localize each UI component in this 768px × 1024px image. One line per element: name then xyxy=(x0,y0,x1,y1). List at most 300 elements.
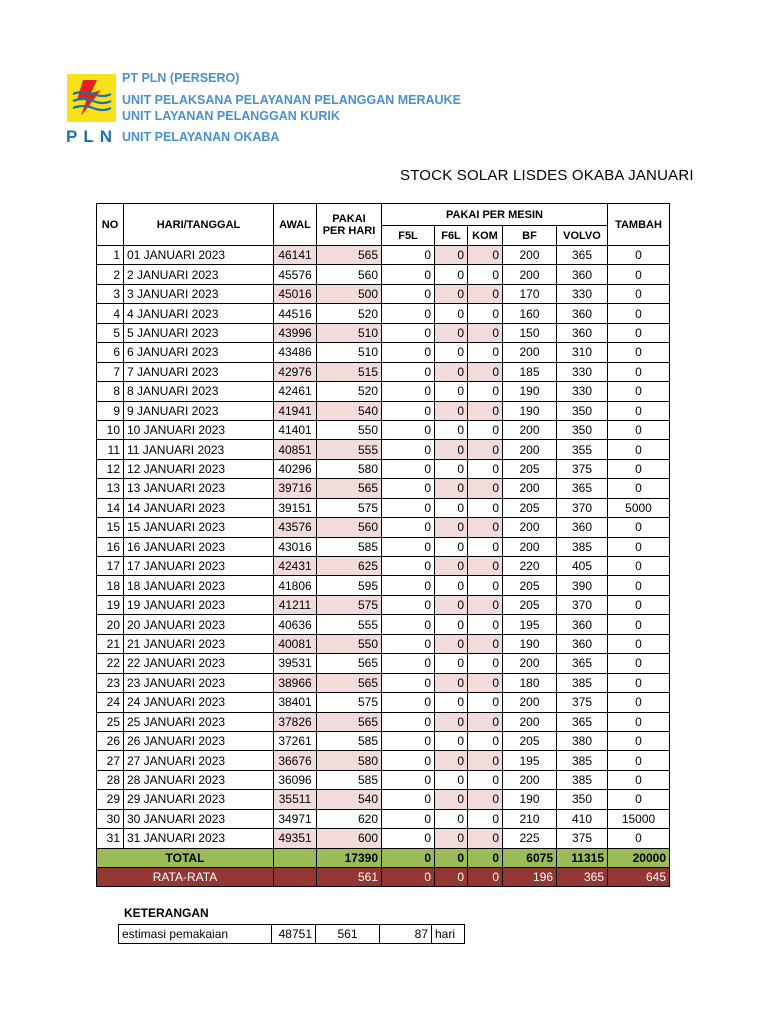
average-row xyxy=(97,868,670,887)
cell-kom: 0 xyxy=(468,634,503,653)
pln-logo xyxy=(67,74,116,122)
cell-awal: 39716 xyxy=(274,479,317,498)
cell-tambah: 0 xyxy=(608,712,670,731)
cell-bf: 200 xyxy=(503,693,557,712)
cell-date: 21 JANUARI 2023 xyxy=(124,634,274,653)
cell-no: 23 xyxy=(97,673,124,692)
cell-awal: 40296 xyxy=(274,459,317,478)
cell-volvo: 360 xyxy=(557,323,608,342)
cell-no: 28 xyxy=(97,770,124,789)
cell-date: 24 JANUARI 2023 xyxy=(124,693,274,712)
cell-bf: 225 xyxy=(503,829,557,848)
cell-volvo: 360 xyxy=(557,265,608,284)
cell-tambah: 0 xyxy=(608,731,670,750)
cell-f5l: 0 xyxy=(382,615,435,634)
cell-pakai: 580 xyxy=(317,459,382,478)
cell-f6l: 0 xyxy=(435,343,468,362)
cell-f6l: 0 xyxy=(435,829,468,848)
cell-date: 16 JANUARI 2023 xyxy=(124,537,274,556)
cell-tambah: 0 xyxy=(608,673,670,692)
estimate-unit: hari xyxy=(432,925,465,944)
cell-f6l: 0 xyxy=(435,401,468,420)
cell-kom: 0 xyxy=(468,615,503,634)
cell-no: 16 xyxy=(97,537,124,556)
cell-awal: 41401 xyxy=(274,420,317,439)
cell-date: 17 JANUARI 2023 xyxy=(124,557,274,576)
cell-f6l: 0 xyxy=(435,615,468,634)
table-row xyxy=(97,634,670,653)
cell-date: 29 JANUARI 2023 xyxy=(124,790,274,809)
cell-pakai: 550 xyxy=(317,634,382,653)
cell-pakai: 540 xyxy=(317,401,382,420)
cell-f5l: 0 xyxy=(382,323,435,342)
total-row xyxy=(97,848,670,867)
cell-pakai: 540 xyxy=(317,790,382,809)
cell-volvo: 370 xyxy=(557,595,608,614)
page-title: STOCK SOLAR LISDES OKABA JANUARI xyxy=(400,167,694,184)
average-f6l: 0 xyxy=(435,868,468,887)
cell-date: 12 JANUARI 2023 xyxy=(124,459,274,478)
cell-f5l: 0 xyxy=(382,673,435,692)
cell-no: 13 xyxy=(97,479,124,498)
cell-f6l: 0 xyxy=(435,751,468,770)
unit-line-2: UNIT LAYANAN PELANGGAN KURIK xyxy=(122,109,340,123)
unit-line-1: UNIT PELAKSANA PELAYANAN PELANGGAN MERAUKE xyxy=(122,93,461,107)
cell-pakai: 580 xyxy=(317,751,382,770)
estimate-table xyxy=(118,924,465,944)
cell-tambah: 0 xyxy=(608,401,670,420)
cell-kom: 0 xyxy=(468,654,503,673)
cell-no: 6 xyxy=(97,343,124,362)
cell-volvo: 375 xyxy=(557,459,608,478)
cell-tambah: 0 xyxy=(608,265,670,284)
estimate-label: estimasi pemakaian xyxy=(119,925,272,944)
cell-pakai: 575 xyxy=(317,693,382,712)
cell-volvo: 385 xyxy=(557,673,608,692)
cell-tambah: 0 xyxy=(608,576,670,595)
cell-pakai: 510 xyxy=(317,323,382,342)
cell-f5l: 0 xyxy=(382,382,435,401)
table-row xyxy=(97,420,670,439)
cell-volvo: 350 xyxy=(557,790,608,809)
cell-pakai: 625 xyxy=(317,557,382,576)
cell-f6l: 0 xyxy=(435,323,468,342)
cell-f6l: 0 xyxy=(435,693,468,712)
cell-tambah: 0 xyxy=(608,595,670,614)
cell-kom: 0 xyxy=(468,557,503,576)
cell-kom: 0 xyxy=(468,459,503,478)
cell-bf: 190 xyxy=(503,382,557,401)
col-date: HARI/TANGGAL xyxy=(124,204,274,246)
cell-awal: 46141 xyxy=(274,246,317,265)
cell-tambah: 0 xyxy=(608,362,670,381)
cell-bf: 200 xyxy=(503,440,557,459)
cell-f5l: 0 xyxy=(382,518,435,537)
cell-date: 4 JANUARI 2023 xyxy=(124,304,274,323)
table-row xyxy=(97,673,670,692)
table-row xyxy=(97,829,670,848)
cell-date: 10 JANUARI 2023 xyxy=(124,420,274,439)
cell-kom: 0 xyxy=(468,420,503,439)
cell-kom: 0 xyxy=(468,304,503,323)
cell-bf: 190 xyxy=(503,790,557,809)
cell-volvo: 350 xyxy=(557,401,608,420)
col-tambah: TAMBAH xyxy=(608,204,670,246)
company-name: PT PLN (PERSERO) xyxy=(122,71,240,85)
cell-date: 9 JANUARI 2023 xyxy=(124,401,274,420)
cell-awal: 43016 xyxy=(274,537,317,556)
cell-kom: 0 xyxy=(468,362,503,381)
cell-f6l: 0 xyxy=(435,576,468,595)
cell-awal: 49351 xyxy=(274,829,317,848)
cell-f5l: 0 xyxy=(382,595,435,614)
col-pakai-hari: PAKAI PER HARI xyxy=(317,204,382,246)
cell-no: 27 xyxy=(97,751,124,770)
average-label: RATA-RATA xyxy=(97,868,274,887)
cell-volvo: 365 xyxy=(557,246,608,265)
table-row xyxy=(97,246,670,265)
cell-date: 22 JANUARI 2023 xyxy=(124,654,274,673)
cell-kom: 0 xyxy=(468,440,503,459)
cell-f5l: 0 xyxy=(382,809,435,828)
cell-kom: 0 xyxy=(468,712,503,731)
cell-volvo: 375 xyxy=(557,829,608,848)
cell-awal: 39531 xyxy=(274,654,317,673)
cell-f5l: 0 xyxy=(382,459,435,478)
cell-f6l: 0 xyxy=(435,246,468,265)
cell-tambah: 0 xyxy=(608,693,670,712)
cell-no: 12 xyxy=(97,459,124,478)
cell-no: 2 xyxy=(97,265,124,284)
cell-f6l: 0 xyxy=(435,382,468,401)
cell-volvo: 385 xyxy=(557,751,608,770)
cell-date: 27 JANUARI 2023 xyxy=(124,751,274,770)
cell-f5l: 0 xyxy=(382,770,435,789)
cell-bf: 205 xyxy=(503,498,557,517)
cell-f5l: 0 xyxy=(382,440,435,459)
table-row xyxy=(97,498,670,517)
cell-kom: 0 xyxy=(468,401,503,420)
cell-f6l: 0 xyxy=(435,537,468,556)
cell-f5l: 0 xyxy=(382,712,435,731)
cell-tambah: 0 xyxy=(608,518,670,537)
average-pakai: 561 xyxy=(317,868,382,887)
table-row xyxy=(97,770,670,789)
table-row xyxy=(97,557,670,576)
cell-kom: 0 xyxy=(468,537,503,556)
table-row xyxy=(97,343,670,362)
table-row xyxy=(97,518,670,537)
cell-kom: 0 xyxy=(468,343,503,362)
cell-kom: 0 xyxy=(468,498,503,517)
cell-f5l: 0 xyxy=(382,693,435,712)
cell-tambah: 0 xyxy=(608,770,670,789)
cell-pakai: 550 xyxy=(317,420,382,439)
cell-tambah: 0 xyxy=(608,284,670,303)
cell-awal: 36096 xyxy=(274,770,317,789)
cell-no: 19 xyxy=(97,595,124,614)
cell-bf: 200 xyxy=(503,420,557,439)
cell-f6l: 0 xyxy=(435,284,468,303)
cell-no: 20 xyxy=(97,615,124,634)
cell-no: 25 xyxy=(97,712,124,731)
cell-bf: 205 xyxy=(503,459,557,478)
cell-bf: 200 xyxy=(503,479,557,498)
col-awal: AWAL xyxy=(274,204,317,246)
cell-awal: 43996 xyxy=(274,323,317,342)
cell-date: 19 JANUARI 2023 xyxy=(124,595,274,614)
cell-f6l: 0 xyxy=(435,479,468,498)
cell-tambah: 0 xyxy=(608,537,670,556)
cell-bf: 200 xyxy=(503,265,557,284)
table-row xyxy=(97,440,670,459)
cell-date: 26 JANUARI 2023 xyxy=(124,731,274,750)
cell-date: 15 JANUARI 2023 xyxy=(124,518,274,537)
cell-kom: 0 xyxy=(468,265,503,284)
cell-tambah: 0 xyxy=(608,343,670,362)
cell-no: 9 xyxy=(97,401,124,420)
cell-volvo: 360 xyxy=(557,518,608,537)
cell-pakai: 510 xyxy=(317,343,382,362)
cell-volvo: 380 xyxy=(557,731,608,750)
cell-bf: 190 xyxy=(503,634,557,653)
cell-volvo: 405 xyxy=(557,557,608,576)
table-row xyxy=(97,595,670,614)
cell-no: 3 xyxy=(97,284,124,303)
cell-f5l: 0 xyxy=(382,246,435,265)
cell-date: 5 JANUARI 2023 xyxy=(124,323,274,342)
cell-no: 29 xyxy=(97,790,124,809)
cell-tambah: 0 xyxy=(608,382,670,401)
col-kom: KOM xyxy=(468,226,503,246)
cell-kom: 0 xyxy=(468,284,503,303)
cell-no: 26 xyxy=(97,731,124,750)
cell-f5l: 0 xyxy=(382,401,435,420)
cell-kom: 0 xyxy=(468,246,503,265)
cell-no: 21 xyxy=(97,634,124,653)
cell-bf: 195 xyxy=(503,751,557,770)
cell-volvo: 330 xyxy=(557,284,608,303)
cell-no: 8 xyxy=(97,382,124,401)
total-f6l: 0 xyxy=(435,848,468,867)
cell-volvo: 310 xyxy=(557,343,608,362)
cell-date: 18 JANUARI 2023 xyxy=(124,576,274,595)
table-row xyxy=(97,479,670,498)
cell-awal: 37826 xyxy=(274,712,317,731)
cell-f5l: 0 xyxy=(382,343,435,362)
cell-f5l: 0 xyxy=(382,790,435,809)
table-row xyxy=(97,304,670,323)
cell-f6l: 0 xyxy=(435,518,468,537)
cell-volvo: 360 xyxy=(557,634,608,653)
table-row xyxy=(97,459,670,478)
cell-tambah: 0 xyxy=(608,246,670,265)
cell-pakai: 515 xyxy=(317,362,382,381)
table-row xyxy=(97,382,670,401)
table-row xyxy=(97,790,670,809)
cell-no: 5 xyxy=(97,323,124,342)
cell-awal: 39151 xyxy=(274,498,317,517)
cell-pakai: 575 xyxy=(317,498,382,517)
cell-pakai: 520 xyxy=(317,382,382,401)
cell-f6l: 0 xyxy=(435,790,468,809)
cell-bf: 190 xyxy=(503,401,557,420)
cell-f6l: 0 xyxy=(435,712,468,731)
cell-volvo: 385 xyxy=(557,537,608,556)
cell-date: 13 JANUARI 2023 xyxy=(124,479,274,498)
cell-pakai: 555 xyxy=(317,440,382,459)
cell-pakai: 600 xyxy=(317,829,382,848)
cell-f6l: 0 xyxy=(435,595,468,614)
cell-volvo: 365 xyxy=(557,712,608,731)
table-row xyxy=(97,654,670,673)
cell-f6l: 0 xyxy=(435,498,468,517)
cell-tambah: 0 xyxy=(608,829,670,848)
col-pakai-mesin: PAKAI PER MESIN xyxy=(382,204,608,226)
total-label: TOTAL xyxy=(97,848,274,867)
cell-date: 23 JANUARI 2023 xyxy=(124,673,274,692)
cell-tambah: 15000 xyxy=(608,809,670,828)
cell-pakai: 565 xyxy=(317,479,382,498)
cell-volvo: 330 xyxy=(557,362,608,381)
cell-no: 1 xyxy=(97,246,124,265)
cell-awal: 40851 xyxy=(274,440,317,459)
cell-bf: 200 xyxy=(503,518,557,537)
cell-bf: 200 xyxy=(503,654,557,673)
cell-date: 7 JANUARI 2023 xyxy=(124,362,274,381)
cell-awal: 40081 xyxy=(274,634,317,653)
cell-pakai: 585 xyxy=(317,537,382,556)
cell-pakai: 555 xyxy=(317,615,382,634)
cell-no: 7 xyxy=(97,362,124,381)
cell-bf: 200 xyxy=(503,712,557,731)
cell-volvo: 355 xyxy=(557,440,608,459)
table-row xyxy=(97,401,670,420)
cell-volvo: 360 xyxy=(557,615,608,634)
cell-kom: 0 xyxy=(468,595,503,614)
cell-tambah: 0 xyxy=(608,479,670,498)
cell-f5l: 0 xyxy=(382,731,435,750)
estimate-days: 87 xyxy=(380,925,432,944)
cell-f5l: 0 xyxy=(382,362,435,381)
cell-awal: 45016 xyxy=(274,284,317,303)
cell-f5l: 0 xyxy=(382,304,435,323)
cell-bf: 185 xyxy=(503,362,557,381)
cell-f6l: 0 xyxy=(435,459,468,478)
cell-bf: 205 xyxy=(503,576,557,595)
cell-f6l: 0 xyxy=(435,634,468,653)
cell-kom: 0 xyxy=(468,829,503,848)
cell-no: 10 xyxy=(97,420,124,439)
cell-f5l: 0 xyxy=(382,634,435,653)
cell-bf: 200 xyxy=(503,537,557,556)
cell-f6l: 0 xyxy=(435,265,468,284)
cell-date: 30 JANUARI 2023 xyxy=(124,809,274,828)
table-row xyxy=(97,537,670,556)
cell-bf: 205 xyxy=(503,731,557,750)
table-row xyxy=(97,576,670,595)
cell-pakai: 565 xyxy=(317,712,382,731)
cell-volvo: 365 xyxy=(557,654,608,673)
col-volvo: VOLVO xyxy=(557,226,608,246)
cell-tambah: 0 xyxy=(608,790,670,809)
cell-awal: 42976 xyxy=(274,362,317,381)
cell-bf: 210 xyxy=(503,809,557,828)
cell-kom: 0 xyxy=(468,693,503,712)
cell-kom: 0 xyxy=(468,790,503,809)
average-kom: 0 xyxy=(468,868,503,887)
cell-pakai: 585 xyxy=(317,770,382,789)
cell-bf: 195 xyxy=(503,615,557,634)
cell-awal: 41211 xyxy=(274,595,317,614)
cell-tambah: 0 xyxy=(608,420,670,439)
total-bf: 6075 xyxy=(503,848,557,867)
total-tambah: 20000 xyxy=(608,848,670,867)
table-row xyxy=(97,284,670,303)
cell-bf: 200 xyxy=(503,343,557,362)
cell-tambah: 0 xyxy=(608,459,670,478)
cell-pakai: 595 xyxy=(317,576,382,595)
cell-tambah: 0 xyxy=(608,751,670,770)
cell-f5l: 0 xyxy=(382,498,435,517)
cell-date: 3 JANUARI 2023 xyxy=(124,284,274,303)
cell-kom: 0 xyxy=(468,518,503,537)
cell-kom: 0 xyxy=(468,323,503,342)
table-row xyxy=(97,615,670,634)
cell-pakai: 560 xyxy=(317,518,382,537)
cell-volvo: 330 xyxy=(557,382,608,401)
cell-kom: 0 xyxy=(468,751,503,770)
cell-volvo: 365 xyxy=(557,479,608,498)
cell-bf: 180 xyxy=(503,673,557,692)
table-row xyxy=(97,751,670,770)
table-row xyxy=(97,362,670,381)
total-volvo: 11315 xyxy=(557,848,608,867)
cell-volvo: 390 xyxy=(557,576,608,595)
cell-awal: 34971 xyxy=(274,809,317,828)
cell-bf: 170 xyxy=(503,284,557,303)
table-row xyxy=(97,731,670,750)
cell-pakai: 565 xyxy=(317,673,382,692)
cell-awal: 41806 xyxy=(274,576,317,595)
cell-f5l: 0 xyxy=(382,576,435,595)
cell-awal: 40636 xyxy=(274,615,317,634)
cell-volvo: 410 xyxy=(557,809,608,828)
cell-f5l: 0 xyxy=(382,284,435,303)
total-kom: 0 xyxy=(468,848,503,867)
cell-f6l: 0 xyxy=(435,557,468,576)
cell-kom: 0 xyxy=(468,731,503,750)
col-f5l: F5L xyxy=(382,226,435,246)
cell-awal: 44516 xyxy=(274,304,317,323)
average-volvo: 365 xyxy=(557,868,608,887)
average-bf: 196 xyxy=(503,868,557,887)
cell-pakai: 620 xyxy=(317,809,382,828)
cell-date: 25 JANUARI 2023 xyxy=(124,712,274,731)
cell-volvo: 360 xyxy=(557,304,608,323)
cell-awal: 42431 xyxy=(274,557,317,576)
cell-kom: 0 xyxy=(468,382,503,401)
cell-pakai: 585 xyxy=(317,731,382,750)
estimate-stock: 48751 xyxy=(272,925,316,944)
cell-f6l: 0 xyxy=(435,770,468,789)
cell-volvo: 370 xyxy=(557,498,608,517)
cell-date: 14 JANUARI 2023 xyxy=(124,498,274,517)
cell-kom: 0 xyxy=(468,673,503,692)
cell-no: 30 xyxy=(97,809,124,828)
cell-f6l: 0 xyxy=(435,731,468,750)
cell-bf: 205 xyxy=(503,595,557,614)
